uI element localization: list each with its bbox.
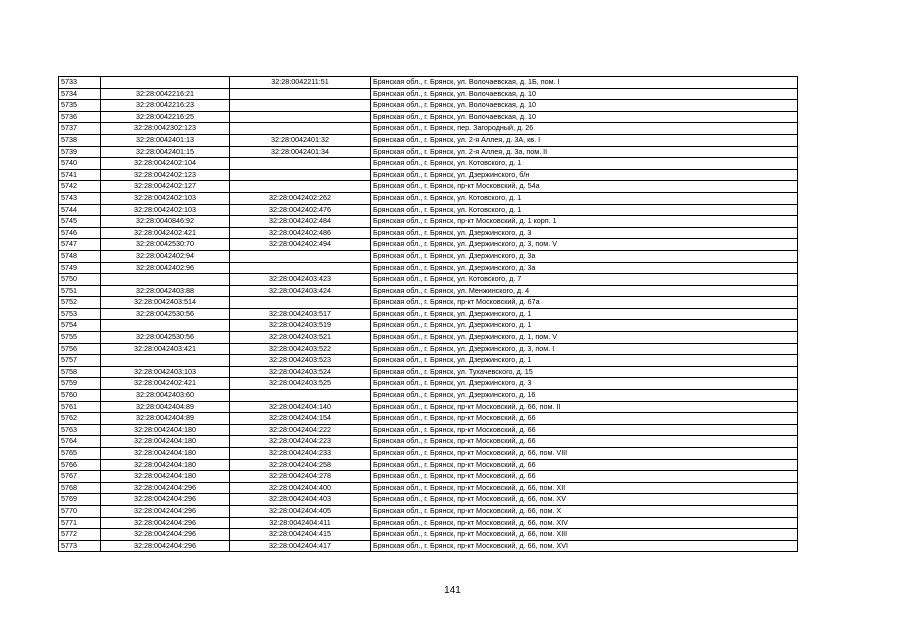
object-cadastral-number-cell	[230, 111, 371, 123]
cadastral-number-cell: 32:28:0042402:127	[101, 181, 230, 193]
address-cell: Брянская обл., г. Брянск, ул. Волочаевская, д. 10	[371, 111, 798, 123]
address-cell: Брянская обл., г. Брянск, ул. Котовского, д. 1	[371, 204, 798, 216]
table-row	[59, 88, 798, 100]
registry-table	[58, 76, 798, 552]
cadastral-number-cell: 32:28:0042216:21	[101, 88, 230, 100]
object-cadastral-number-cell	[230, 390, 371, 402]
table-row	[59, 77, 798, 89]
cadastral-number-cell	[101, 77, 230, 89]
object-cadastral-number-cell: 32:28:0042402:484	[230, 216, 371, 228]
row-number-cell: 5759	[59, 378, 101, 390]
row-number-cell: 5771	[59, 517, 101, 529]
address-cell: Брянская обл., г. Брянск, ул. Дзержинского, д. 3	[371, 227, 798, 239]
address-cell: Брянская обл., г. Брянск, ул. Дзержинского, д. 3а	[371, 250, 798, 262]
object-cadastral-number-cell: 32:28:0042404:403	[230, 494, 371, 506]
row-number-cell: 5770	[59, 505, 101, 517]
address-cell: Брянская обл., г. Брянск, ул. Дзержинского, д. 3, пом. I	[371, 343, 798, 355]
address-cell: Брянская обл., г. Брянск, ул. Дзержинского, д. 16	[371, 390, 798, 402]
row-number-cell: 5772	[59, 529, 101, 541]
address-cell: Брянская обл., г. Брянск, ул. Волочаевская, д. 10	[371, 100, 798, 112]
object-cadastral-number-cell: 32:28:0042404:400	[230, 482, 371, 494]
address-cell: Брянская обл., г. Брянск, пр-кт Московский, д. 66, пом. XIII	[371, 529, 798, 541]
cadastral-number-cell: 32:28:0042404:296	[101, 482, 230, 494]
row-number-cell: 5769	[59, 494, 101, 506]
address-cell: Брянская обл., г. Брянск, ул. Дзержинского, д. 3а	[371, 262, 798, 274]
object-cadastral-number-cell: 32:28:0042404:415	[230, 529, 371, 541]
object-cadastral-number-cell: 32:28:0042403:424	[230, 285, 371, 297]
address-cell: Брянская обл., г. Брянск, пр-кт Московский, д. 66	[371, 471, 798, 483]
row-number-cell: 5760	[59, 390, 101, 402]
object-cadastral-number-cell	[230, 297, 371, 309]
table-row	[59, 297, 798, 309]
object-cadastral-number-cell: 32:28:0042403:525	[230, 378, 371, 390]
address-cell: Брянская обл., г. Брянск, ул. Дзержинского, д. 1	[371, 320, 798, 332]
table-row	[59, 216, 798, 228]
object-cadastral-number-cell: 32:28:0042404:222	[230, 424, 371, 436]
row-number-cell: 5749	[59, 262, 101, 274]
table-row	[59, 320, 798, 332]
object-cadastral-number-cell: 32:28:0042404:417	[230, 540, 371, 552]
row-number-cell: 5746	[59, 227, 101, 239]
row-number-cell: 5756	[59, 343, 101, 355]
row-number-cell: 5740	[59, 158, 101, 170]
table-row	[59, 494, 798, 506]
cadastral-number-cell: 32:28:0042404:296	[101, 505, 230, 517]
table-row	[59, 100, 798, 112]
row-number-cell: 5757	[59, 355, 101, 367]
table-row	[59, 111, 798, 123]
cadastral-number-cell: 32:28:0042402:123	[101, 169, 230, 181]
table-row	[59, 401, 798, 413]
object-cadastral-number-cell: 32:28:0042403:519	[230, 320, 371, 332]
row-number-cell: 5742	[59, 181, 101, 193]
cadastral-number-cell: 32:28:0042530:70	[101, 239, 230, 251]
object-cadastral-number-cell: 32:28:0042404:223	[230, 436, 371, 448]
object-cadastral-number-cell: 32:28:0042401:34	[230, 146, 371, 158]
cadastral-number-cell: 32:28:0042403:103	[101, 366, 230, 378]
address-cell: Брянская обл., г. Брянск, ул. Дзержинского, д. 1, пом. V	[371, 332, 798, 344]
object-cadastral-number-cell: 32:28:0042211:51	[230, 77, 371, 89]
object-cadastral-number-cell	[230, 262, 371, 274]
cadastral-number-cell: 32:28:0042401:15	[101, 146, 230, 158]
cadastral-number-cell	[101, 355, 230, 367]
table-row	[59, 366, 798, 378]
table-row	[59, 343, 798, 355]
address-cell: Брянская обл., г. Брянск, пр-кт Московский, д. 66	[371, 436, 798, 448]
cadastral-number-cell: 32:28:0042404:296	[101, 540, 230, 552]
table-row	[59, 471, 798, 483]
table-row	[59, 308, 798, 320]
table-row	[59, 204, 798, 216]
object-cadastral-number-cell: 32:28:0042404:233	[230, 448, 371, 460]
row-number-cell: 5743	[59, 192, 101, 204]
table-row	[59, 482, 798, 494]
cadastral-number-cell: 32:28:0040846:92	[101, 216, 230, 228]
table-row	[59, 285, 798, 297]
row-number-cell: 5762	[59, 413, 101, 425]
cadastral-number-cell: 32:28:0042403:60	[101, 390, 230, 402]
row-number-cell: 5766	[59, 459, 101, 471]
table-row	[59, 158, 798, 170]
object-cadastral-number-cell	[230, 158, 371, 170]
object-cadastral-number-cell: 32:28:0042402:476	[230, 204, 371, 216]
cadastral-number-cell	[101, 274, 230, 286]
address-cell: Брянская обл., г. Брянск, пр-кт Московский, д. 66, пом. II	[371, 401, 798, 413]
address-cell: Брянская обл., г. Брянск, ул. Дзержинского, д. 1	[371, 355, 798, 367]
cadastral-number-cell: 32:28:0042403:514	[101, 297, 230, 309]
table-row	[59, 332, 798, 344]
address-cell: Брянская обл., г. Брянск, ул. Менжинского, д. 4	[371, 285, 798, 297]
row-number-cell: 5773	[59, 540, 101, 552]
table-row	[59, 413, 798, 425]
cadastral-number-cell: 32:28:0042404:180	[101, 471, 230, 483]
cadastral-number-cell: 32:28:0042403:421	[101, 343, 230, 355]
cadastral-number-cell: 32:28:0042402:94	[101, 250, 230, 262]
object-cadastral-number-cell: 32:28:0042402:494	[230, 239, 371, 251]
row-number-cell: 5734	[59, 88, 101, 100]
object-cadastral-number-cell	[230, 169, 371, 181]
registry-table-body	[59, 77, 798, 552]
object-cadastral-number-cell: 32:28:0042403:522	[230, 343, 371, 355]
cadastral-number-cell	[101, 320, 230, 332]
cadastral-number-cell: 32:28:0042404:296	[101, 529, 230, 541]
object-cadastral-number-cell	[230, 88, 371, 100]
table-row	[59, 505, 798, 517]
row-number-cell: 5736	[59, 111, 101, 123]
row-number-cell: 5764	[59, 436, 101, 448]
cadastral-number-cell: 32:28:0042402:421	[101, 378, 230, 390]
object-cadastral-number-cell: 32:28:0042404:140	[230, 401, 371, 413]
row-number-cell: 5761	[59, 401, 101, 413]
table-row	[59, 134, 798, 146]
table-row	[59, 262, 798, 274]
table-row	[59, 459, 798, 471]
row-number-cell: 5733	[59, 77, 101, 89]
table-row	[59, 436, 798, 448]
table-row	[59, 274, 798, 286]
row-number-cell: 5765	[59, 448, 101, 460]
row-number-cell: 5747	[59, 239, 101, 251]
cadastral-number-cell: 32:28:0042216:25	[101, 111, 230, 123]
address-cell: Брянская обл., г. Брянск, ул. Волочаевская, д. 10	[371, 88, 798, 100]
address-cell: Брянская обл., г. Брянск, ул. 2-я Аллея, д. 3А, кв. I	[371, 134, 798, 146]
table-row	[59, 355, 798, 367]
address-cell: Брянская обл., г. Брянск, ул. Дзержинского, б/н	[371, 169, 798, 181]
cadastral-number-cell: 32:28:0042404:296	[101, 494, 230, 506]
object-cadastral-number-cell	[230, 250, 371, 262]
row-number-cell: 5768	[59, 482, 101, 494]
address-cell: Брянская обл., г. Брянск, пр-кт Московский, д. 66, пом. XIV	[371, 517, 798, 529]
cadastral-number-cell: 32:28:0042404:180	[101, 448, 230, 460]
address-cell: Брянская обл., г. Брянск, ул. Дзержинского, д. 3, пом. V	[371, 239, 798, 251]
address-cell: Брянская обл., г. Брянск, ул. Котовского, д. 1	[371, 158, 798, 170]
object-cadastral-number-cell: 32:28:0042403:521	[230, 332, 371, 344]
row-number-cell: 5748	[59, 250, 101, 262]
row-number-cell: 5752	[59, 297, 101, 309]
table-row	[59, 529, 798, 541]
object-cadastral-number-cell: 32:28:0042403:423	[230, 274, 371, 286]
cadastral-number-cell: 32:28:0042302:123	[101, 123, 230, 135]
cadastral-number-cell: 32:28:0042404:180	[101, 436, 230, 448]
table-row	[59, 181, 798, 193]
address-cell: Брянская обл., г. Брянск, пр-кт Московский, д. 66, пом. XII	[371, 482, 798, 494]
object-cadastral-number-cell: 32:28:0042404:278	[230, 471, 371, 483]
cadastral-number-cell: 32:28:0042216:23	[101, 100, 230, 112]
table-row	[59, 390, 798, 402]
address-cell: Брянская обл., г. Брянск, ул. Тухачевского, д. 15	[371, 366, 798, 378]
object-cadastral-number-cell: 32:28:0042401:32	[230, 134, 371, 146]
table-row	[59, 517, 798, 529]
row-number-cell: 5737	[59, 123, 101, 135]
cadastral-number-cell: 32:28:0042402:103	[101, 192, 230, 204]
cadastral-number-cell: 32:28:0042404:89	[101, 401, 230, 413]
cadastral-number-cell: 32:28:0042404:180	[101, 459, 230, 471]
address-cell: Брянская обл., г. Брянск, пр-кт Московский, д. 1 корп. 1	[371, 216, 798, 228]
row-number-cell: 5738	[59, 134, 101, 146]
row-number-cell: 5763	[59, 424, 101, 436]
object-cadastral-number-cell: 32:28:0042404:405	[230, 505, 371, 517]
page-number: 141	[444, 585, 461, 596]
cadastral-number-cell: 32:28:0042403:88	[101, 285, 230, 297]
address-cell: Брянская обл., г. Брянск, пр-кт Московский, д. 66, пом. XV	[371, 494, 798, 506]
cadastral-number-cell: 32:28:0042530:56	[101, 308, 230, 320]
object-cadastral-number-cell	[230, 123, 371, 135]
cadastral-number-cell: 32:28:0042401:13	[101, 134, 230, 146]
address-cell: Брянская обл., г. Брянск, ул. Котовского, д. 7	[371, 274, 798, 286]
object-cadastral-number-cell	[230, 181, 371, 193]
address-cell: Брянская обл., г. Брянск, пр-кт Московский, д. 66, пом. XVI	[371, 540, 798, 552]
row-number-cell: 5741	[59, 169, 101, 181]
object-cadastral-number-cell: 32:28:0042402:262	[230, 192, 371, 204]
cadastral-number-cell: 32:28:0042402:103	[101, 204, 230, 216]
row-number-cell: 5751	[59, 285, 101, 297]
table-row	[59, 540, 798, 552]
table-row	[59, 146, 798, 158]
table-row	[59, 250, 798, 262]
table-row	[59, 192, 798, 204]
address-cell: Брянская обл., г. Брянск, пр-кт Московский, д. 66	[371, 424, 798, 436]
address-cell: Брянская обл., г. Брянск, ул. Дзержинского, д. 1	[371, 308, 798, 320]
row-number-cell: 5767	[59, 471, 101, 483]
address-cell: Брянская обл., г. Брянск, пр-кт Московский, д. 66, пом. X	[371, 505, 798, 517]
address-cell: Брянская обл., г. Брянск, ул. Волочаевская, д. 1Б, пом. I	[371, 77, 798, 89]
object-cadastral-number-cell: 32:28:0042403:524	[230, 366, 371, 378]
cadastral-number-cell: 32:28:0042530:56	[101, 332, 230, 344]
address-cell: Брянская обл., г. Брянск, пер. Загородный, д. 26	[371, 123, 798, 135]
object-cadastral-number-cell: 32:28:0042403:517	[230, 308, 371, 320]
cadastral-number-cell: 32:28:0042404:180	[101, 424, 230, 436]
row-number-cell: 5753	[59, 308, 101, 320]
row-number-cell: 5739	[59, 146, 101, 158]
address-cell: Брянская обл., г. Брянск, пр-кт Московский, д. 66	[371, 459, 798, 471]
row-number-cell: 5754	[59, 320, 101, 332]
object-cadastral-number-cell: 32:28:0042404:154	[230, 413, 371, 425]
row-number-cell: 5745	[59, 216, 101, 228]
address-cell: Брянская обл., г. Брянск, пр-кт Московский, д. 67а	[371, 297, 798, 309]
row-number-cell: 5750	[59, 274, 101, 286]
address-cell: Брянская обл., г. Брянск, ул. Дзержинского, д. 3	[371, 378, 798, 390]
object-cadastral-number-cell: 32:28:0042404:258	[230, 459, 371, 471]
row-number-cell: 5744	[59, 204, 101, 216]
row-number-cell: 5755	[59, 332, 101, 344]
table-row	[59, 239, 798, 251]
cadastral-number-cell: 32:28:0042404:89	[101, 413, 230, 425]
table-row	[59, 123, 798, 135]
row-number-cell: 5758	[59, 366, 101, 378]
address-cell: Брянская обл., г. Брянск, пр-кт Московский, д. 66, пом. VIII	[371, 448, 798, 460]
cadastral-number-cell: 32:28:0042402:104	[101, 158, 230, 170]
object-cadastral-number-cell	[230, 100, 371, 112]
table-row	[59, 169, 798, 181]
table-row	[59, 448, 798, 460]
object-cadastral-number-cell: 32:28:0042402:486	[230, 227, 371, 239]
address-cell: Брянская обл., г. Брянск, ул. 2-я Аллея, д. 3а, пом. II	[371, 146, 798, 158]
row-number-cell: 5735	[59, 100, 101, 112]
address-cell: Брянская обл., г. Брянск, ул. Котовского, д. 1	[371, 192, 798, 204]
address-cell: Брянская обл., г. Брянск, пр-кт Московский, д. 54а	[371, 181, 798, 193]
cadastral-number-cell: 32:28:0042404:296	[101, 517, 230, 529]
address-cell: Брянская обл., г. Брянск, пр-кт Московский, д. 66	[371, 413, 798, 425]
cadastral-number-cell: 32:28:0042402:421	[101, 227, 230, 239]
object-cadastral-number-cell: 32:28:0042403:523	[230, 355, 371, 367]
table-row	[59, 424, 798, 436]
cadastral-number-cell: 32:28:0042402:96	[101, 262, 230, 274]
table-row	[59, 378, 798, 390]
object-cadastral-number-cell: 32:28:0042404:411	[230, 517, 371, 529]
table-row	[59, 227, 798, 239]
